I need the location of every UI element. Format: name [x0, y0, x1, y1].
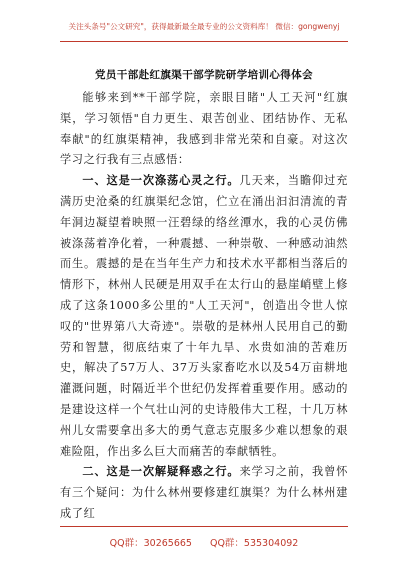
section-1-text: 几天来，当瞻仰过充满历史沧桑的红旗渠纪念馆，伫立在涌出汩汩清流的青年洞边凝望着映照一汪碧绿的络丝潭水，我的心灵仿佛被涤荡着净化着，一种震撼、一种崇敬、一种感动油然而生。震撼的是在当年生产力和技术水平都相当落后的情形下，林州人民硬是用双手在太行山的悬崖峭壁上修成了这条1000多公里的"人工天河"，创造出令世人惊叹的"世界第八大奇迹"。崇敬的是林州人民用自己的勤劳和智慧，彻底结束了十年九旱、水贵如油的苦难历史，解决了57万人、37万头家畜吃水以及54万亩耕地灌溉问题，时隔近半个世纪仍发挥着重要作用。感动的是建设这样一个气壮山河的史诗般伟大工程，十几万林州儿女需要拿出多大的勇气意志克服多少难以想象的艰难险阻，作出多么巨大而痛苦的奉献牺牲。 [60, 174, 348, 458]
section-2-text: 来学习之前，我曾怀有三个疑问：为什么林州要修建红旗渠？为什么林州建成了红 [60, 465, 348, 520]
section-2-paragraph [60, 462, 348, 524]
document-title: 党员干部赴红旗渠干部学院研学培训心得体会 [95, 69, 313, 81]
footer [0, 535, 408, 549]
document-body [60, 88, 348, 525]
section-2-heading: 二、这是一次解疑释惑之行。 [82, 465, 240, 479]
footer-divider [60, 526, 348, 527]
footer-qq-group-1: QQ群：30265665 [109, 538, 192, 549]
header-banner: 关注头条号"公文研究"，获得最新最全最专业的公文资料库！ 微信：gongwenyj [68, 22, 340, 31]
intro-paragraph: 能够来到**干部学院，亲眼目睹"人工天河"红旗渠，学习领悟"自力更生、艰苦创业、团结协作、无私奉献"的红旗渠精神，我感到非常光荣和自豪。对这次学习之行我有三点感悟： [60, 91, 348, 167]
section-1-heading: 一、这是一次涤荡心灵之行。 [82, 174, 240, 188]
footer-qq-group-2: QQ群：535304092 [209, 538, 299, 549]
header-divider [60, 41, 348, 42]
section-1-paragraph [60, 171, 348, 462]
